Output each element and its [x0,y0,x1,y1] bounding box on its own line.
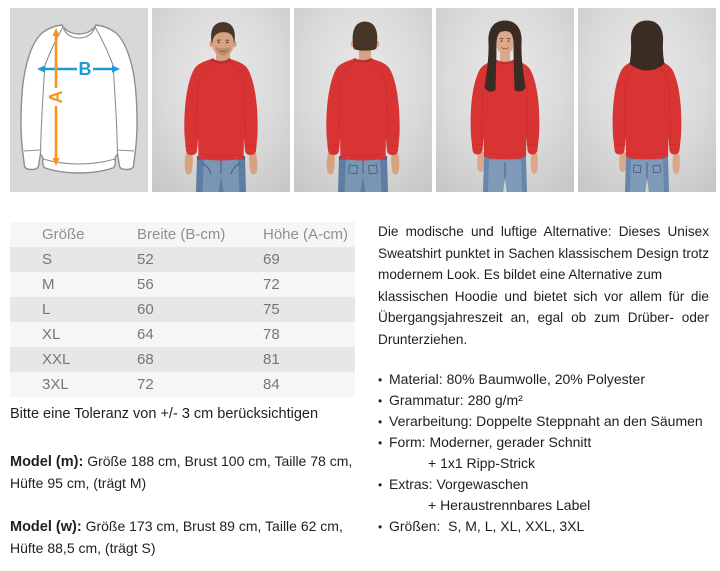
bullet-icon [378,474,382,496]
female-front-photo [436,8,574,192]
model-m-info [10,451,355,494]
table-row [10,322,355,347]
feature-item-grammatur [378,390,709,411]
description-line: Die modische und luftige Alternative: Dieses Unisex [378,224,709,239]
model-w-label: Model (w): [10,519,82,535]
table-row [10,347,355,372]
model-w-info [10,516,355,559]
feature-text: Grammatur: 280 g/m² [389,392,523,408]
tolerance-note: Bitte eine Toleranz von +/- 3 cm berücksichtigen [10,406,319,422]
model-w-line1: Größe 173 cm, Brust 89 cm, Taille 62 cm, [85,518,343,534]
bullet-icon [378,411,382,433]
bullet-icon [378,390,382,412]
height-cell: 75 [263,301,280,318]
description-line: modernem Look. Es bildet eine Alternative zum [378,267,663,282]
size-table-header-hoehe: Höhe (A-cm) [263,226,349,243]
gallery-image-size-diagram[interactable] [10,8,148,192]
description-line: Übergangsjahreszeit an, egal ob zum Drüber- oder [378,310,709,325]
feature-item-groessen [378,516,709,537]
description-line: Drunterziehen. [378,331,468,347]
size-cell: 3XL [42,376,69,393]
feature-text: Verarbeitung: Doppelte Steppnaht an den Säumen [389,413,703,429]
width-cell: 68 [137,351,154,368]
width-cell: 60 [137,301,154,318]
size-cell: S [42,251,53,268]
description-line: klassischen Hoodie und bietet sich vor allem für die [378,288,709,304]
bullet-icon [378,516,382,538]
feature-item-extras [378,474,709,516]
size-table-header-groesse: Größe [42,226,85,243]
male-back-photo [294,8,432,192]
diagram-width-label: B [78,59,92,79]
height-cell: 84 [263,376,280,393]
table-row [10,272,355,297]
feature-item-material [378,369,709,390]
size-table [10,222,355,397]
bullet-icon [378,369,382,391]
gallery-image-female-back[interactable] [578,8,716,192]
width-cell: 72 [137,376,154,393]
height-cell: 81 [263,351,280,368]
width-cell: 52 [137,251,154,268]
table-row [10,247,355,272]
feature-text: Material: 80% Baumwolle, 20% Polyester [389,371,646,387]
male-front-photo [152,8,290,192]
product-image-gallery [10,8,716,192]
size-cell: XXL [42,351,71,368]
diagram-height-label: A [46,90,66,104]
bullet-icon [378,432,382,454]
size-cell: L [42,301,51,318]
width-cell: 56 [137,276,154,293]
feature-text: Extras: Vorgewaschen [389,476,529,492]
table-row [10,372,355,397]
model-w-line2: Hüfte 88,5 cm, (trägt S) [10,540,156,556]
gallery-image-female-front[interactable] [436,8,574,192]
size-cell: XL [42,326,61,343]
table-row [10,297,355,322]
model-m-label: Model (m): [10,454,84,470]
model-m-line2: Hüfte 95 cm, (trägt M) [10,475,147,491]
feature-list [378,369,709,537]
product-description-column [378,221,709,537]
width-cell: 64 [137,326,154,343]
feature-item-form [378,432,709,474]
size-info-column [10,222,355,559]
gallery-image-male-back[interactable] [294,8,432,192]
size-table-header-row [10,222,355,247]
size-table-header-breite: Breite (B-cm) [137,226,226,243]
description-line: Sweatshirt punktet in Sachen klassischem Design trotz [378,245,709,261]
feature-subtext: + 1x1 Ripp-Strick [428,455,535,471]
feature-item-verarbeitung [378,411,709,432]
height-cell: 69 [263,251,280,268]
female-back-photo [578,8,716,192]
sweatshirt-measure-diagram-icon [10,8,148,192]
size-cell: M [42,276,55,293]
height-cell: 72 [263,276,280,293]
model-m-line1: Größe 188 cm, Brust 100 cm, Taille 78 cm, [87,453,353,469]
feature-text: Größen: S, M, L, XL, XXL, 3XL [389,518,585,534]
height-cell: 78 [263,326,280,343]
gallery-image-male-front[interactable] [152,8,290,192]
feature-subtext: + Heraustrennbares Label [428,497,591,513]
product-description [378,221,709,350]
feature-text: Form: Moderner, gerader Schnitt [389,434,592,450]
